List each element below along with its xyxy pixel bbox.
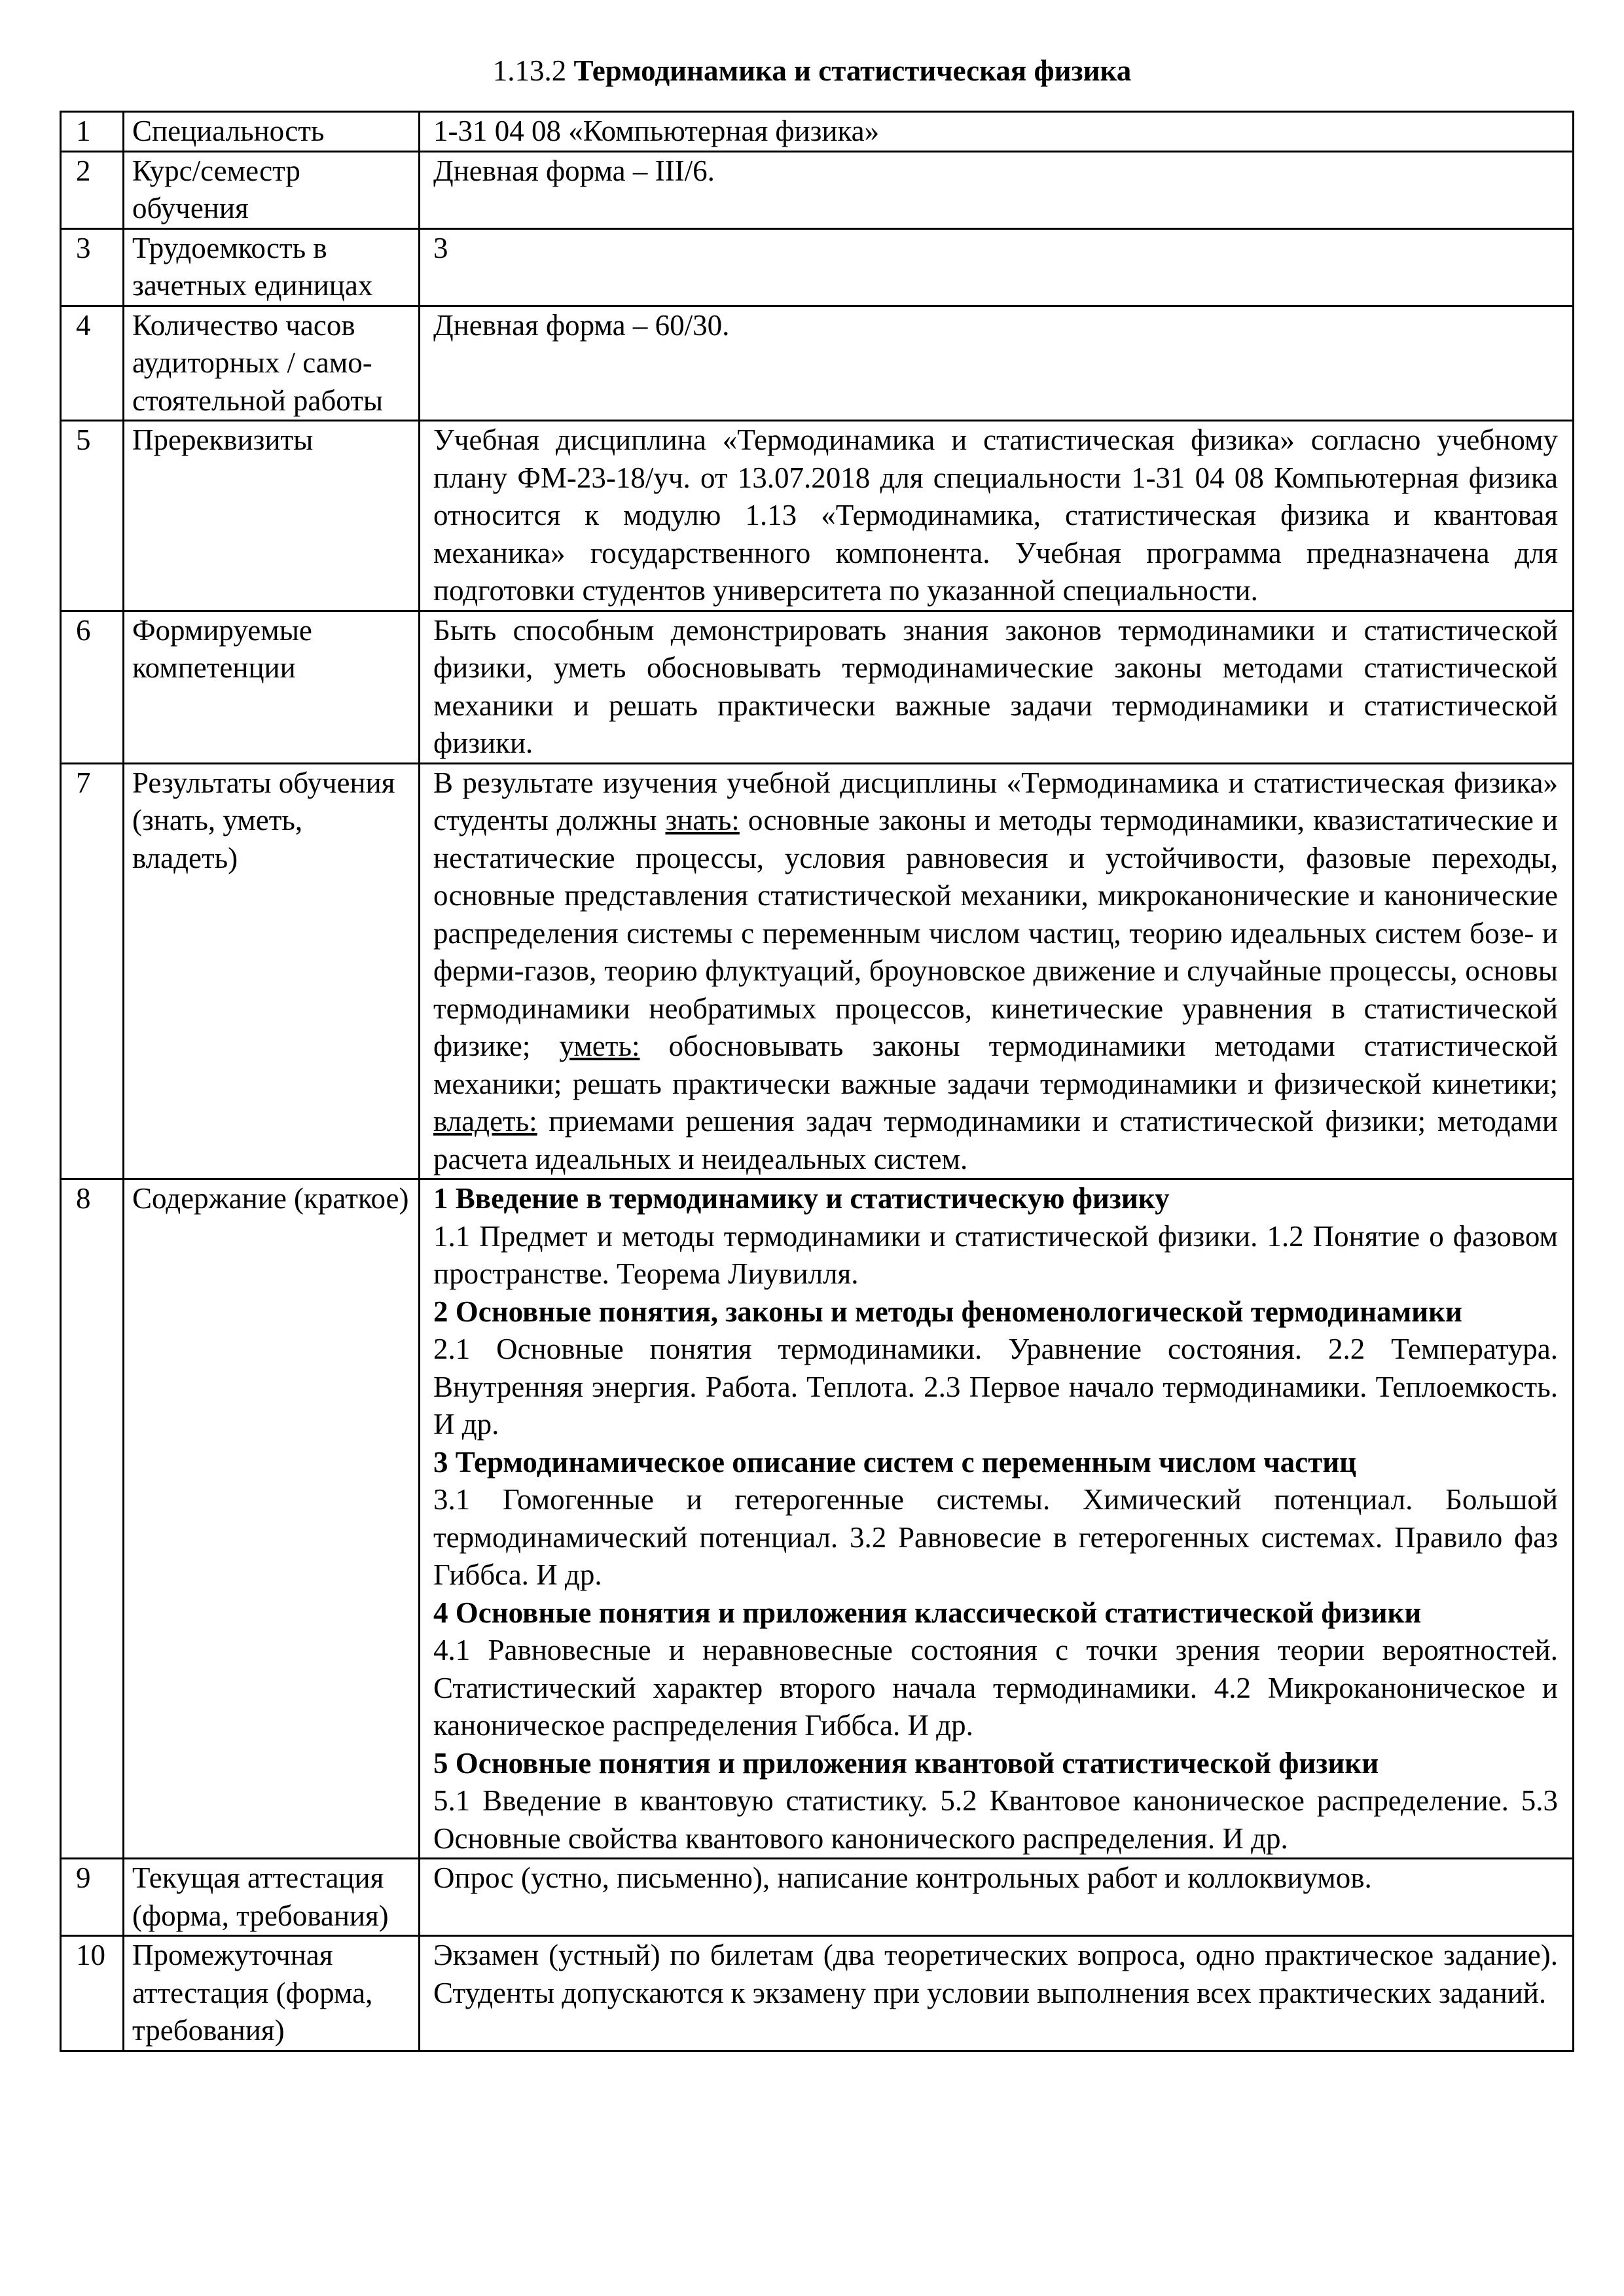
content-section-heading: 3 Термодинамическое описание систем с переменным числом частиц xyxy=(433,1445,1357,1479)
table-row xyxy=(61,112,1574,152)
row-field: Содержание (краткое) xyxy=(124,1179,420,1859)
table-row xyxy=(61,611,1574,763)
row-value xyxy=(420,763,1574,1179)
row-field: Текущая аттестация (форма, требования) xyxy=(124,1859,420,1936)
row-value: Быть способным демонстрировать знания законов термодинамики и статистической физики, уметь обосновывать термодинамические законы методами статистической механики и решать практически важные задачи термодинамики и статистической физики. xyxy=(420,611,1574,763)
row-value: 3 xyxy=(420,228,1574,306)
keyword-master: владеть: xyxy=(433,1105,537,1138)
row-number: 5 xyxy=(61,421,124,611)
row-number: 3 xyxy=(61,228,124,306)
row-field: Промежуточная аттестация (форма, требования) xyxy=(124,1936,420,2051)
content-section-heading: 5 Основные понятия и приложения квантовой статистической физики xyxy=(433,1746,1379,1780)
row-number: 9 xyxy=(61,1859,124,1936)
row-field: Результаты обучения (знать, уметь, владеть) xyxy=(124,763,420,1179)
table-row xyxy=(61,421,1574,611)
results-text: основные законы и методы термодинамики, квазистатические и нестатические процессы, условия равновесия и устойчивости, фазовые переходы, основные представления статистической механики, микроканонические и канонические распределения системы с переменным числом частиц, теорию идеальных систем бозе- и ферми-газов, теорию флуктуаций, броуновское движение и случайные процессы, основы термодинамики необратимых процессов, кинетические уравнения в статистической физике; xyxy=(433,804,1558,1062)
results-text: приемами решения задач термодинамики и статистической физики; методами расчета идеальных и неидеальных систем. xyxy=(433,1105,1558,1175)
row-value: 1-31 04 08 «Компьютерная физика» xyxy=(420,112,1574,152)
results-text: В результате изучения учебной дисциплины «Термодинамика и статистическая физика» студенты должны xyxy=(433,766,1558,836)
table-row xyxy=(61,151,1574,228)
content-section-text: 2.1 Основные понятия термодинамики. Уравнение состояния. 2.2 Температура. Внутренняя энергия. Работа. Теплота. 2.3 Первое начало термодинамики. Теплоемкость. И др. xyxy=(433,1333,1558,1441)
row-field: Курс/семестр обучения xyxy=(124,151,420,228)
row-field: Пререквизиты xyxy=(124,421,420,611)
table-row xyxy=(61,1179,1574,1859)
table-row xyxy=(61,228,1574,306)
row-field: Трудоемкость в зачетных единицах xyxy=(124,228,420,306)
row-field: Количество часов аудиторных / само-стоятельной работы xyxy=(124,306,420,421)
row-number: 6 xyxy=(61,611,124,763)
content-section-heading: 4 Основные понятия и приложения классической статистической физики xyxy=(433,1596,1422,1629)
row-number: 1 xyxy=(61,112,124,152)
title-name: Термодинамика и статистическая физика xyxy=(573,54,1132,87)
row-value: Экзамен (устный) по билетам (два теоретических вопроса, одно практическое задание). Студенты допускаются к экзамену при условии выполнения всех практических заданий. xyxy=(420,1936,1574,2051)
keyword-know: знать: xyxy=(665,804,740,836)
content-section-heading: 1 Введение в термодинамику и статистическую физику xyxy=(433,1182,1170,1215)
row-value: Учебная дисциплина «Термодинамика и статистическая физика» согласно учебному плану ФМ-23-18/уч. от 13.07.2018 для специальности 1-31 04 08 Компьютерная физика относится к модулю 1.13 «Термодинамика, статистическая физика и квантовая механика» государственного компонента. Учебная программа предназначена для подготовки студентов университета по указанной специальности. xyxy=(420,421,1574,611)
row-number: 8 xyxy=(61,1179,124,1859)
keyword-can: уметь: xyxy=(559,1030,640,1062)
row-number: 10 xyxy=(61,1936,124,2051)
table-row xyxy=(61,763,1574,1179)
content-section-text: 4.1 Равновесные и неравновесные состояния с точки зрения теории вероятностей. Статистический характер второго начала термодинамики. 4.2 Микроканоническое и каноническое распределения Гиббса. И др. xyxy=(433,1634,1558,1742)
syllabus-table xyxy=(60,111,1574,2052)
table-row xyxy=(61,306,1574,421)
row-value xyxy=(420,1179,1574,1859)
title-number: 1.13.2 xyxy=(492,54,567,87)
content-section-text: 3.1 Гомогенные и гетерогенные системы. Химический потенциал. Большой термодинамический потенциал. 3.2 Равновесие в гетерогенных системах. Правило фаз Гиббса. И др. xyxy=(433,1483,1558,1591)
row-value: Дневная форма – III/6. xyxy=(420,151,1574,228)
table-row xyxy=(61,1936,1574,2051)
row-number: 2 xyxy=(61,151,124,228)
content-section-text: 1.1 Предмет и методы термодинамики и статистической физики. 1.2 Понятие о фазовом пространстве. Теорема Лиувилля. xyxy=(433,1219,1558,1290)
row-field: Формируемые компетенции xyxy=(124,611,420,763)
table-row xyxy=(61,1859,1574,1936)
content-section-heading: 2 Основные понятия, законы и методы феноменологической термодинамики xyxy=(433,1295,1462,1328)
content-section-text: 5.1 Введение в квантовую статистику. 5.2 Квантовое каноническое распределение. 5.3 Основные свойства квантового канонического распределения. И др. xyxy=(433,1784,1558,1855)
row-number: 4 xyxy=(61,306,124,421)
row-value: Дневная форма – 60/30. xyxy=(420,306,1574,421)
row-value: Опрос (устно, письменно), написание контрольных работ и коллоквиумов. xyxy=(420,1859,1574,1936)
results-text: обосновывать законы термодинамики методами статистической механики; решать практически важные задачи термодинамики и физической кинетики; xyxy=(433,1030,1558,1100)
row-field: Специальность xyxy=(124,112,420,152)
row-number: 7 xyxy=(61,763,124,1179)
document-title xyxy=(0,51,1624,90)
